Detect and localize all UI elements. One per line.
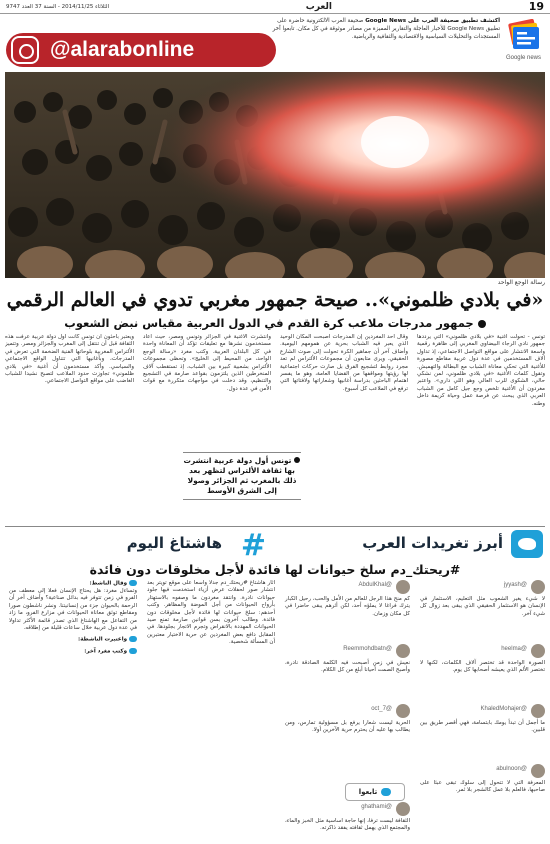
avatar: [396, 644, 410, 658]
tweet-handle: @AbdulKhal: [358, 582, 392, 588]
article-column-1: تونس - تحولت أغنية «في بلادي ظلموني» التي يرددها جمهور نادي الرجاء البيضاوي المغربي إلى ظاهرة رقمية واسعة الانتشار على مواقع التواصل الاجتماعي، إذ تداول آلاف المستخدمين في عدة دول عربية مقاطع مصورة للأغنية التي تحكي معاناة الشباب مع البطالة والتهميش. وتقول كلمات الأغنية «في بلادي ظلموني، لمن نشكي حالي، الشكوى للرب العالي وهو اللي داري». واعتبر مغردون أن الأغنية تلخص وجع جيل كامل من الشباب العربي الذي يبحث عن فرصة عمل وحياة كريمة داخل وطنه.: [417, 334, 545, 407]
quote-label: وكتب مغرد آخر:: [9, 648, 137, 656]
social-handle: @alarabonline: [50, 38, 195, 61]
tweet-handle: @abulnoon: [496, 766, 527, 772]
tweet-item[interactable]: [420, 704, 545, 764]
tweet-handle: @ghathami: [361, 804, 392, 810]
tweet-handle: @Reemmohdbatn: [343, 646, 392, 652]
tweet-text: الصورة الواحدة قد تختصر آلاف الكلمات، لكنها لا تختصر الألم الذي يعيشه أصحابها كل يوم.: [420, 660, 545, 674]
tweet-item[interactable]: [285, 580, 410, 640]
promo-title: اكتشف تطبيق صحيفة العرب على Google News: [365, 18, 500, 24]
tweet-text: ما أجمل أن تبدأ يومك بابتسامة، فهي أقصر طريق بين قلبين.: [420, 720, 545, 734]
quote-label: واعتبرت الناشطة:: [9, 636, 137, 644]
article-pullquote: [183, 452, 301, 500]
tweet-handle: @7_oct: [371, 706, 392, 712]
article-subhead: [5, 316, 545, 330]
tweet-item[interactable]: [285, 644, 410, 704]
article-column-3: وانتشرت الأغنية في الجزائر وتونس ومصر، حيث أعاد مستخدمون نشرها مع تعليقات تؤكد أن المعاناة واحدة في كل البلدان العربية. وكتب مغرد «رسالة الوجع الواحد، من المحيط إلى الخليج». وتحظى مجموعات الألتراس بشعبية كبيرة بين الشباب، إذ تستقطب آلاف المنخرطين الذين يلتزمون بقواعد صارمة في التشجيع والتنظيم، وقد دخلت في مواجهات متكررة مع قوات الأمن في عدة دول.: [143, 334, 271, 392]
tweet-handle: @jyyash: [503, 582, 527, 588]
crowd-illustration: [5, 72, 545, 278]
section-divider: [5, 526, 545, 527]
instagram-icon: [11, 36, 39, 64]
social-handle-banner[interactable]: [6, 33, 276, 67]
tweet-text: كم منح هذا الرجل للعالم من الأمل والحب، رحيل الكبار يترك فراغا لا يملؤه أحد، لكن أثرهم يبقى حاضرا في كل مكان وزمان.: [285, 596, 410, 617]
page-header: [0, 15, 550, 75]
hashtag-headline: #ريحتك_دم سلخ حيوانات لها فائدة لأجل مخلوقات دون فائدة: [89, 562, 461, 577]
tweet-text: نعيش في زمن أصبحت فيه الكلمة الصادقة نادرة، وأصبح الصمت أحيانا أبلغ من كل الكلام.: [285, 660, 410, 674]
pullquote-text: تونس أول دولة عربية انتشرت بها ثقافة الألتراس لتظهر بعد ذلك بالمغرب ثم الجزائر وصولا إلى الشرق الأوسط: [183, 456, 297, 495]
hashtag-column-2: [9, 580, 137, 840]
twitter-bird-icon: [381, 788, 391, 796]
tweet-handle: @heelma: [501, 646, 527, 652]
twitter-bird-icon: [129, 580, 137, 586]
article-headline: «في بلادي ظلموني».. صيحة جمهور مغربي تدوي في العالم الرقمي: [6, 289, 544, 311]
tweet-item[interactable]: [420, 764, 545, 824]
tweets-section-title: أبرز تغريدات العرب: [362, 534, 503, 552]
tweet-handle: @KhaledMohajer: [480, 706, 527, 712]
google-news-promo: [270, 17, 500, 41]
photo-caption: رسالة الوجع الواحد: [497, 279, 545, 286]
top-bar: [0, 0, 550, 14]
hashtag-column-2-text: وتساءل مغرد: هل يحتاج الإنسان فعلا إلى معطف من الفرو في زمن تتوفر فيه بدائل صناعية؟ وأضاف آخر أن الرحمة بالحيوان جزء من إنسانيتنا. ونشر ناشطون صورا ومقاطع توثق معاناة الحيوانات في مزارع الفرو، ما زاد من التفاعل مع الهاشتاغ الذي تصدر قائمة الأكثر تداولا في عدة دول عربية خلال ساعات قليلة من إطلاقه.: [9, 587, 137, 631]
twitter-bird-icon: [129, 636, 137, 642]
article-body: [5, 334, 545, 524]
tweet-item[interactable]: [420, 644, 545, 704]
google-news-icon[interactable]: [506, 19, 544, 51]
hashtag-section-title: هاشتاغ اليوم: [126, 534, 222, 552]
tweet-item[interactable]: [420, 580, 545, 640]
avatar: [396, 802, 410, 816]
bullet-icon: [294, 457, 300, 463]
tweet-text: الحرية ليست شعارا يرفع بل مسؤولية تمارس، ومن يطالب بها عليه أن يحترم حرية الآخرين أولا.: [285, 720, 410, 734]
google-news-label: Google news: [505, 55, 541, 61]
article-column-2: وقال أحد المغردين إن المدرجات أصبحت المكان الوحيد الذي يعبر فيه الشباب بحرية عن همومهم اليومية. وأضاف آخر أن جماهير الكرة تحولت إلى صوت الشارع الحقيقي. ويرى متابعون أن مجموعات الألتراس لم تعد مجرد روابط لتشجيع الفرق بل صارت حركات اجتماعية لها رؤيتها ومواقفها من القضايا العامة، وهو ما يفسر اهتمام الباحثين بدراسة أغانيها وشعاراتها ولافتاتها التي ترفع في الملاعب كل أسبوع.: [280, 334, 408, 392]
issue-date: الثلاثاء 2014/11/25 - السنة 37 العدد 9747: [6, 3, 110, 10]
hashtag-column-1-text: أثار هاشتاغ #ريحتك_دم جدلا واسعا على موقع تويتر بعد انتشار صور لحفلات عرض أزياء استخدمت فيها جلود حيوانات نادرة. وانتقد مغردون ما وصفوه بالاستهتار بأرواح الحيوانات من أجل الموضة والمظاهر. وكتب أحدهم: سلخ حيوانات لها فائدة لأجل مخلوقات دون فائدة. وطالب آخرون بسن قوانين صارمة تمنع صيد الحيوانات المهددة بالانقراض وتجرم الاتجار بجلودها. في المقابل دافع بعض المغردين عن حرية الاختيار معتبرين أن المسألة شخصية.: [147, 580, 275, 646]
tweet-text: الثقافة ليست ترفا، إنها حاجة أساسية مثل الخبز والماء، والمجتمع الذي يهمل ثقافته يفقد ذاكرته.: [285, 818, 410, 832]
twitter-bird-icon: [511, 530, 543, 558]
stadium-crowd-photo: [5, 72, 545, 278]
follow-us-label: تابعوا: [358, 788, 378, 796]
tweet-item[interactable]: [285, 704, 410, 764]
quote-label: وقال الناشط:: [9, 580, 137, 588]
article-column-4: ويعتبر باحثون أن تونس كانت أول دولة عربية عرفت هذه الثقافة قبل أن تنتقل إلى المغرب والجزائر ومصر. وتتميز الألتراس المغربية بلوحاتها الفنية الضخمة التي تعرض في المدرجات، وبأغانيها التي تتناول الواقع الاجتماعي والسياسي. وأكد مستخدمون أن أغنية «في بلادي ظلموني» تجاوزت حدود الملاعب لتصبح نشيدا للشباب الغاضب على مواقع التواصل الاجتماعي.: [5, 334, 134, 385]
avatar: [531, 764, 545, 778]
avatar: [531, 704, 545, 718]
tweets-list: [280, 580, 545, 840]
follow-us-button[interactable]: [345, 783, 405, 801]
tweets-section-banner: [275, 530, 545, 560]
twitter-bird-icon: [129, 648, 137, 654]
tweet-item[interactable]: [285, 802, 410, 838]
bullet-icon: [478, 320, 486, 328]
newspaper-brand: العرب: [305, 1, 332, 12]
hashtag-column-1: [147, 580, 275, 840]
hashtag-section-banner: [5, 528, 270, 563]
hashtag-article: [5, 580, 275, 840]
page-number: 19: [528, 0, 544, 13]
avatar: [531, 580, 545, 594]
avatar: [396, 580, 410, 594]
hashtag-icon: #: [240, 528, 266, 563]
subhead-text: جمهور مدرجات ملاعب كرة القدم في الدول العربية مقياس نبض الشعوب: [64, 316, 474, 330]
avatar: [531, 644, 545, 658]
tweet-text: لا شيء يغير الشعوب مثل التعليم، الاستثمار في الإنسان هو الاستثمار الحقيقي الذي يبقى بعد زوال كل شيء آخر.: [420, 596, 545, 617]
promo-text: صحيفة العرب الالكترونية حاضرة على تطبيق Google News للأخبار العاجلة والتقارير المميزة من مصادر موثوقة في كل مكان. تابعوا آخر المستجدات والتحليلات السياسية والاقتصادية والثقافية والرياضية.: [272, 18, 500, 40]
avatar: [396, 704, 410, 718]
tweet-text: المعرفة التي لا تتحول إلى سلوك تبقى عبئا على صاحبها، فالعلم بلا عمل كالشجر بلا ثمر.: [420, 780, 545, 794]
